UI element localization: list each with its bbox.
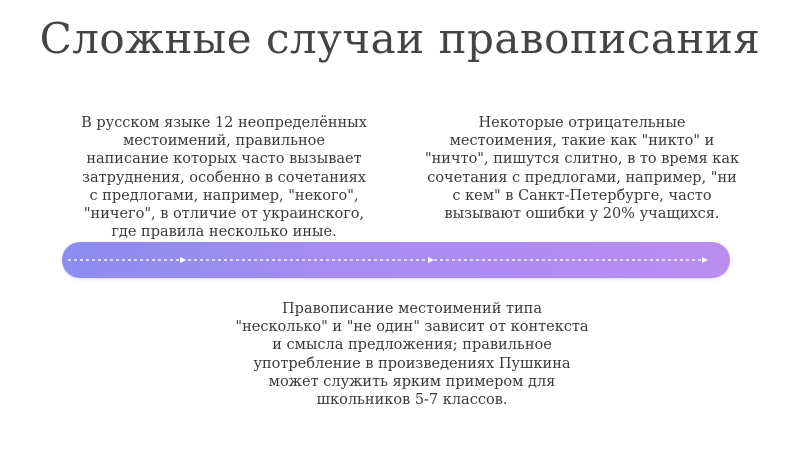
text-block-indefinite-pronouns bbox=[74, 114, 374, 241]
timeline-bar bbox=[62, 242, 730, 278]
text-line: местоимения, такие как "никто" и bbox=[449, 133, 715, 150]
page-title: Сложные случаи правописания bbox=[39, 14, 761, 63]
text-line: вызывают ошибки у 20% учащихся. bbox=[444, 206, 720, 223]
text-line: может служить ярким примером для bbox=[268, 373, 556, 390]
text-block-negative-pronouns bbox=[412, 114, 752, 223]
text-line: местоимений, правильное bbox=[123, 133, 325, 150]
text-line: школьников 5-7 классов. bbox=[316, 392, 508, 409]
text-line: затруднения, особенно в сочетаниях bbox=[82, 169, 366, 186]
text-line: В русском языке 12 неопределённых bbox=[81, 115, 367, 131]
text-line: и смысла предложения; правильное bbox=[272, 337, 552, 354]
text-line: "несколько" и "не один" зависит от контекста bbox=[235, 319, 589, 336]
arrow-marker-icon bbox=[702, 257, 708, 263]
text-line: Некоторые отрицательные bbox=[478, 115, 686, 131]
text-line: с предлогами, например, "некого", bbox=[89, 187, 359, 204]
text-line: "ничего", в отличие от украинского, bbox=[83, 206, 365, 223]
text-line: употребление в произведениях Пушкина bbox=[253, 355, 571, 372]
arrow-marker-icon bbox=[180, 257, 186, 263]
text-line: написание которых часто вызывает bbox=[86, 151, 362, 168]
text-line: где правила несколько иные. bbox=[111, 224, 337, 241]
text-line: "ничто", пишутся слитно, в то время как bbox=[424, 151, 740, 168]
text-line: Правописание местоимений типа bbox=[282, 301, 542, 317]
timeline-arrow-line bbox=[62, 242, 730, 278]
arrow-marker-icon bbox=[428, 257, 434, 263]
text-block-context-dependence bbox=[222, 300, 602, 409]
text-line: с кем" в Санкт-Петербурге, часто bbox=[452, 187, 712, 204]
text-line: сочетания с предлогами, например, "ни bbox=[427, 169, 737, 186]
